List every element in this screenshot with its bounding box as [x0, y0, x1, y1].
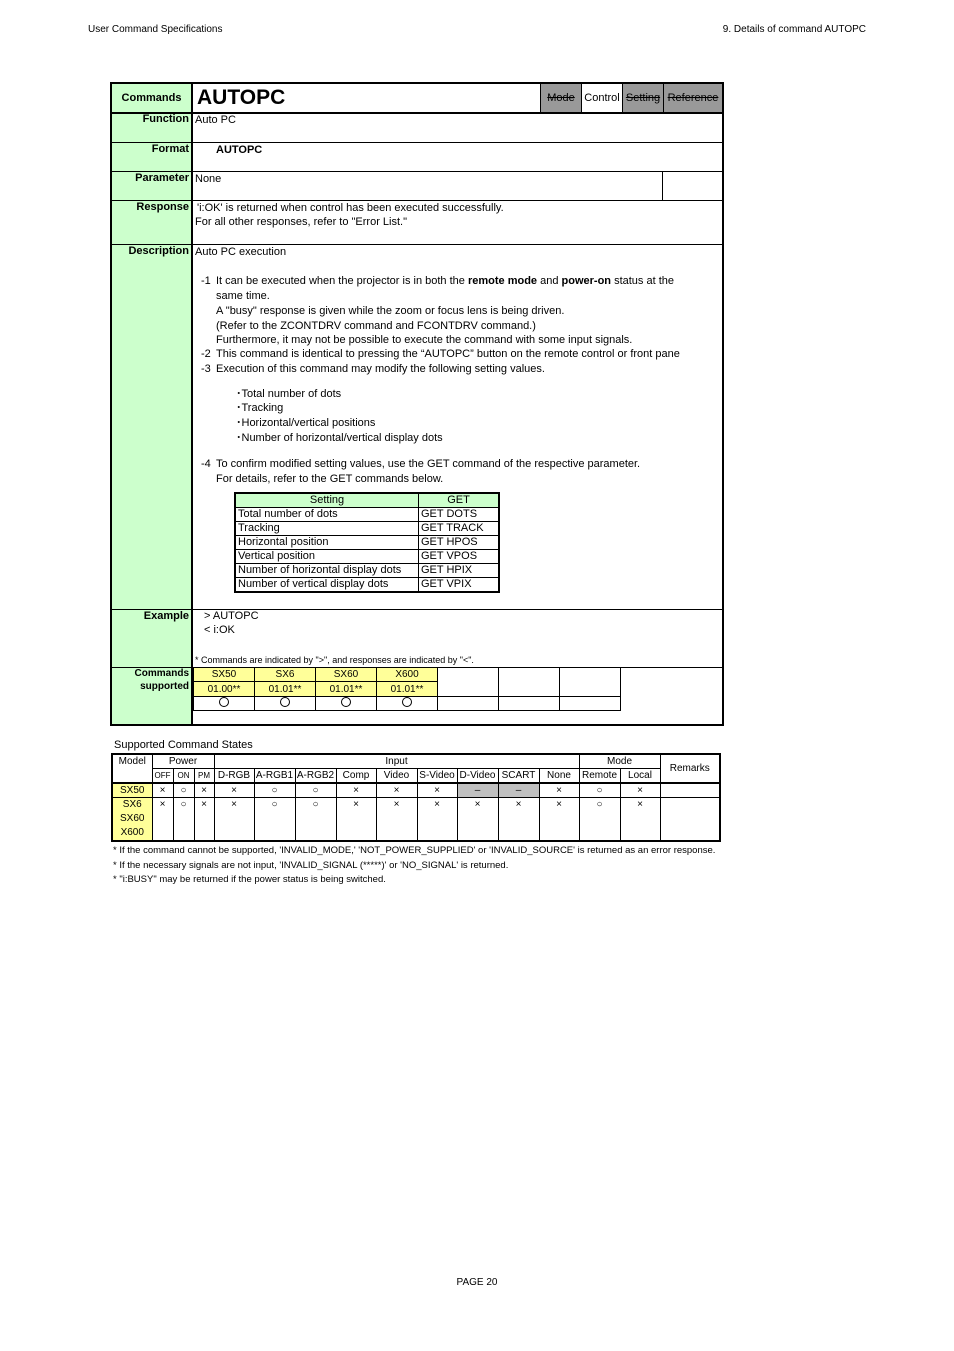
- supported-mark: [377, 697, 438, 711]
- supported-mark: [255, 697, 316, 711]
- get-table-header-setting: Setting: [235, 493, 419, 508]
- supported-version: 01.00**: [194, 682, 255, 697]
- response-label-cell: [112, 200, 193, 244]
- states-title: Supported Command States: [114, 739, 253, 751]
- table-row: [235, 508, 499, 522]
- states-header-model: Model: [112, 754, 152, 783]
- mode-col: Local: [620, 769, 660, 784]
- table-cell: Tracking: [235, 522, 419, 536]
- row-divider: [112, 142, 193, 143]
- state-cell: ○: [295, 798, 336, 842]
- note-line: * "i:BUSY" may be returned if the power status is being switched.: [113, 874, 386, 885]
- supported-label-1: Commands: [134, 668, 189, 679]
- notes-block: [113, 844, 715, 888]
- mode-tab-mode: Mode: [540, 84, 581, 112]
- state-cell: ×: [539, 798, 579, 842]
- table-cell: Number of horizontal display dots: [235, 564, 419, 578]
- supported-model: SX6: [255, 668, 316, 682]
- table-row: [235, 550, 499, 564]
- state-cell: ×: [152, 798, 173, 842]
- function-value: Auto PC: [195, 114, 236, 126]
- example-label-cell: [112, 609, 193, 667]
- row-divider: [193, 171, 722, 172]
- states-model-group: [112, 798, 152, 842]
- table-row: [235, 536, 499, 550]
- supported-mark: [560, 697, 621, 711]
- commands-label: Commands: [112, 84, 193, 112]
- state-cell: ×: [194, 798, 214, 842]
- circle-icon: [341, 697, 351, 707]
- example-line-1: > AUTOPC: [204, 610, 259, 622]
- table-row: [112, 783, 720, 798]
- supported-empty: [499, 668, 560, 697]
- state-cell: ×: [376, 798, 417, 842]
- table-cell: Number of vertical display dots: [235, 578, 419, 593]
- desc-line-busy: A "busy" response is given while the zoom or focus lens is being driven.: [216, 305, 565, 317]
- row-divider: [112, 667, 193, 668]
- states-model: X600: [120, 827, 144, 838]
- state-cell: ×: [498, 798, 539, 842]
- response-label: Response: [136, 201, 189, 213]
- page-header-left: User Command Specifications: [88, 24, 223, 35]
- desc-line-4-cont: For details, refer to the GET commands below.: [216, 473, 444, 485]
- row-divider: [193, 609, 722, 610]
- description-label-cell: [112, 244, 193, 609]
- states-model: SX60: [120, 813, 145, 824]
- desc-text: status at the: [614, 275, 675, 287]
- command-title: AUTOPC: [197, 86, 286, 109]
- row-divider: [193, 112, 722, 114]
- desc-line-1: [216, 275, 674, 287]
- mode-tab-setting: Setting: [622, 84, 663, 112]
- state-cell: ×: [417, 798, 457, 842]
- power-col: ON: [173, 769, 194, 784]
- table-row: [235, 564, 499, 578]
- supported-mark: [438, 697, 499, 711]
- mode-tab-reference: Reference: [663, 84, 722, 112]
- states-header-power: Power: [152, 754, 214, 769]
- states-header-remarks: Remarks: [660, 754, 720, 783]
- supported-mark: [316, 697, 377, 711]
- table-row: [235, 522, 499, 536]
- function-label: Function: [142, 113, 189, 125]
- row-divider: [193, 244, 722, 245]
- state-cell: ○: [579, 798, 620, 842]
- input-col: D-Video: [457, 769, 498, 784]
- state-cell: ○: [173, 798, 194, 842]
- states-model: SX50: [112, 783, 152, 798]
- format-label-cell: [112, 142, 193, 171]
- bullet-item: ･Total number of dots: [236, 388, 342, 400]
- page-header-right: 9. Details of command AUTOPC: [722, 24, 866, 35]
- note-line: * If the necessary signals are not input, 'INVALID_SIGNAL (*****)' or 'NO_SIGNAL' is returned.: [113, 859, 509, 871]
- commands-supported-grid: [193, 667, 621, 711]
- state-cell: –: [457, 783, 498, 798]
- bullet-item: ･Number of horizontal/vertical display dots: [236, 432, 443, 444]
- supported-empty: [560, 668, 621, 697]
- bullet-item: ･Tracking: [236, 402, 284, 414]
- example-note: * Commands are indicated by ">", and responses are indicated by "<".: [195, 655, 474, 665]
- row-divider: [112, 171, 193, 172]
- supported-version: 01.01**: [377, 682, 438, 697]
- desc-line-4: To confirm modified setting values, use the GET command of the respective parameter.: [216, 458, 641, 470]
- state-cell: ×: [417, 783, 457, 798]
- input-col: Comp: [336, 769, 376, 784]
- desc-number-4: -4: [201, 458, 211, 470]
- circle-icon: [280, 697, 290, 707]
- table-cell: GET HPIX: [419, 564, 500, 578]
- response-line-2: For all other responses, refer to "Error List.": [195, 216, 407, 228]
- table-row: [112, 798, 720, 842]
- input-col: A-RGB1: [255, 770, 294, 781]
- power-col: OFF: [152, 769, 173, 784]
- supported-model: SX60: [316, 668, 377, 682]
- remarks-cell: [660, 798, 720, 842]
- table-cell: GET TRACK: [419, 522, 500, 536]
- desc-number-3: -3: [201, 363, 211, 375]
- desc-number-2: -2: [201, 348, 211, 360]
- note-line: * If the command cannot be supported, 'INVALID_MODE,' 'NOT_POWER_SUPPLIED' or 'INVALID_SOURCE' is returned as an error response.: [113, 845, 716, 856]
- supported-mark: [194, 697, 255, 711]
- state-cell: ×: [214, 798, 254, 842]
- state-cell: ×: [152, 783, 173, 798]
- state-cell: ○: [579, 783, 620, 798]
- input-col: D-RGB: [214, 769, 254, 784]
- state-cell: ×: [194, 783, 214, 798]
- remarks-cell: [660, 783, 720, 798]
- supported-model: X600: [377, 668, 438, 682]
- page-footer: PAGE 20: [456, 1277, 498, 1288]
- table-cell: GET DOTS: [419, 508, 500, 522]
- state-cell: ×: [336, 783, 376, 798]
- get-commands-table: [234, 492, 500, 593]
- supported-mark: [499, 697, 560, 711]
- format-value: AUTOPC: [216, 144, 263, 156]
- bullet-item: ･Horizontal/vertical positions: [236, 417, 376, 429]
- desc-line-2: This command is identical to pressing the “AUTOPC” button on the remote control or front pane: [216, 348, 680, 360]
- state-cell: ×: [620, 798, 660, 842]
- state-cell: ×: [457, 798, 498, 842]
- desc-line-1-cont: same time.: [216, 290, 270, 302]
- table-cell: Vertical position: [235, 550, 419, 564]
- row-divider: [112, 244, 193, 245]
- mode-col: Remote: [579, 769, 620, 784]
- state-cell: ×: [336, 798, 376, 842]
- state-cell: ×: [620, 783, 660, 798]
- state-cell: ○: [173, 783, 194, 798]
- desc-line-refer: (Refer to the ZCONTDRV command and FCONTDRV command.): [216, 320, 536, 332]
- supported-model: SX50: [194, 668, 255, 682]
- circle-icon: [219, 697, 229, 707]
- row-divider: [112, 609, 193, 610]
- supported-label-cell: [112, 667, 193, 724]
- example-line-2: < i:OK: [204, 624, 235, 636]
- desc-bold-power: power-on: [561, 275, 612, 287]
- table-cell: GET HPOS: [419, 536, 500, 550]
- table-cell: Horizontal position: [235, 536, 419, 550]
- state-cell: ×: [214, 783, 254, 798]
- command-spec-table: [110, 82, 724, 726]
- table-row: [235, 578, 499, 593]
- row-divider: [193, 200, 722, 201]
- input-col: None: [539, 769, 579, 784]
- get-table-header-get: GET: [419, 493, 500, 508]
- state-cell: ○: [254, 798, 295, 842]
- supported-empty: [438, 668, 499, 697]
- input-col: S-Video: [417, 769, 457, 784]
- state-cell: ○: [295, 783, 336, 798]
- table-cell: GET VPOS: [419, 550, 500, 564]
- parameter-label: Parameter: [135, 172, 189, 184]
- input-col: A-RGB2: [296, 770, 335, 781]
- supported-label-2: supported: [140, 681, 189, 692]
- description-intro: Auto PC execution: [195, 246, 287, 258]
- parameter-label-cell: [112, 171, 193, 200]
- format-label: Format: [151, 143, 189, 155]
- example-label: Example: [143, 610, 189, 622]
- response-line-1: 'i:OK' is returned when control has been executed successfully.: [197, 202, 504, 214]
- table-cell: GET VPIX: [419, 578, 500, 593]
- mode-tab-control: Control: [581, 84, 622, 112]
- power-col: PM: [194, 769, 214, 784]
- state-cell: ×: [539, 783, 579, 798]
- input-col: Video: [376, 769, 417, 784]
- row-divider: [193, 142, 722, 143]
- desc-number-1: -1: [201, 275, 211, 287]
- states-header-mode: Mode: [579, 754, 660, 769]
- desc-bold-remote: remote mode: [467, 275, 538, 287]
- input-col: SCART: [498, 769, 539, 784]
- supported-version: 01.01**: [255, 682, 316, 697]
- table-cell: Total number of dots: [235, 508, 419, 522]
- supported-states-table: [111, 753, 721, 842]
- desc-line-signals: Furthermore, it may not be possible to execute the command with some input signals.: [216, 334, 633, 346]
- desc-text: and: [540, 275, 559, 287]
- row-divider: [112, 112, 193, 114]
- state-cell: –: [498, 783, 539, 798]
- states-header-input: Input: [214, 754, 579, 769]
- parameter-value: None: [195, 173, 222, 185]
- row-divider: [112, 200, 193, 201]
- state-cell: ○: [254, 783, 295, 798]
- supported-version: 01.01**: [316, 682, 377, 697]
- desc-text: It can be executed when the projector is in both the: [216, 275, 465, 287]
- desc-line-3: Execution of this command may modify the following setting values.: [216, 363, 545, 375]
- state-cell: ×: [376, 783, 417, 798]
- parameter-divider: [662, 171, 663, 200]
- description-label: Description: [128, 245, 189, 257]
- states-model: SX6: [122, 799, 142, 810]
- circle-icon: [402, 697, 412, 707]
